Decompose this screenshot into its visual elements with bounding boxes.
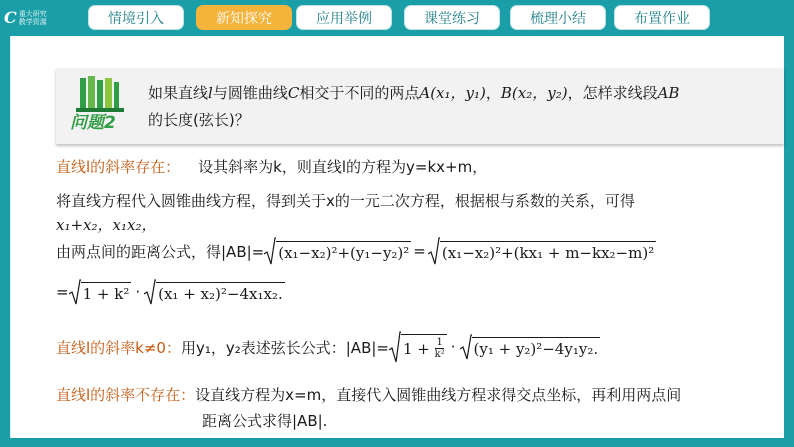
- tab-examples[interactable]: 应用举例: [296, 5, 392, 30]
- sqrt-sign-icon: [144, 278, 156, 306]
- tab-intro[interactable]: 情境引入: [88, 5, 184, 30]
- question-icon-label: 问题2: [70, 113, 116, 132]
- sqrt-one-plus-inv-k2: 1 + $\frac{1}{\text{k²}}$: [389, 330, 447, 364]
- case-slope-undefined: [56, 384, 681, 405]
- sqrt-sign-icon: [460, 333, 472, 361]
- question-line-2: 的长度(弦长)？: [148, 111, 250, 129]
- right-frame: [784, 36, 794, 447]
- case-slope-nonzero-text: 用y₁，y₂表述弦长公式：|AB|=: [180, 338, 389, 357]
- tab-new-knowledge[interactable]: 新知探究: [196, 5, 292, 30]
- sqrt-sign-icon: [69, 278, 81, 306]
- sqrt-formula-2: (x₁−x₂)²+(kx₁ + m−kx₂−m)²: [428, 236, 656, 266]
- case-slope-exists-label: 直线l的斜率存在：: [56, 158, 181, 176]
- logo-text: 重大研究 教学资源: [18, 10, 47, 26]
- simplified-formula: = 1 + k² · (x₁ + x₂)²−4x₁x₂.: [56, 278, 285, 306]
- bottom-frame: [0, 438, 794, 447]
- question-line-1: 如果直线l与圆锥曲线C相交于不同的两点A(x₁，y₁)，B(x₂，y₂)，怎样求线段AB: [148, 84, 680, 102]
- case-slope-nonzero-label: 直线l的斜率k≠0：: [56, 338, 181, 357]
- tab-homework[interactable]: 布置作业: [614, 5, 710, 30]
- distance-formula-prefix: 由两点间的距离公式，得|AB|=: [56, 242, 265, 261]
- sqrt-y-sum-product: (y₁ + y₂)²−4y₁y₂.: [460, 333, 601, 361]
- logo: [4, 6, 47, 30]
- case-slope-exists: [56, 156, 487, 177]
- case-slope-undefined-label: 直线l的斜率不存在：: [56, 386, 196, 404]
- distance-formula: 由两点间的距离公式，得|AB|= (x₁−x₂)²+(y₁−y₂)² = (x₁−x₂)²+(kx₁ + m−kx₂−m)²: [56, 236, 656, 266]
- tab-practice[interactable]: 课堂练习: [404, 5, 500, 30]
- sqrt-sign-icon: [389, 330, 401, 364]
- sqrt-sum-product: (x₁ + x₂)²−4x₁x₂.: [144, 278, 285, 306]
- case-slope-undefined-text-2: 距离公式求得|AB|.: [202, 412, 328, 430]
- fraction-1-over-k2: $\frac{1}{\text{k²}}$: [434, 337, 445, 360]
- left-frame: [0, 36, 10, 447]
- sqrt-formula-1: (x₁−x₂)²+(y₁−y₂)²: [264, 236, 411, 266]
- vieta-terms: x₁+x₂，x₁x₂，: [56, 216, 157, 234]
- substitute-text: 将直线方程代入圆锥曲线方程，得到关于x的一元二次方程，根据根与系数的关系，可得: [56, 192, 635, 210]
- case-slope-exists-text: 设其斜率为k，则直线l的方程为y=kx+m，: [198, 158, 488, 176]
- sqrt-sign-icon: [428, 236, 440, 266]
- logo-mark: C: [4, 8, 17, 27]
- sqrt-sign-icon: [264, 236, 276, 266]
- sqrt-one-plus-k2: 1 + k²: [69, 278, 132, 306]
- case-slope-undefined-text-1: 设直线方程为x=m，直接代入圆锥曲线方程求得交点坐标，再利用两点间: [195, 386, 682, 404]
- question-icon: [62, 74, 146, 132]
- case-slope-nonzero: 直线l的斜率k≠0： 用y₁，y₂表述弦长公式：|AB|= 1 + $\frac{1}{\text{k²}}$ · (y₁ + y₂)²−4y₁y₂.: [56, 330, 600, 364]
- tab-summary[interactable]: 梳理小结: [510, 5, 606, 30]
